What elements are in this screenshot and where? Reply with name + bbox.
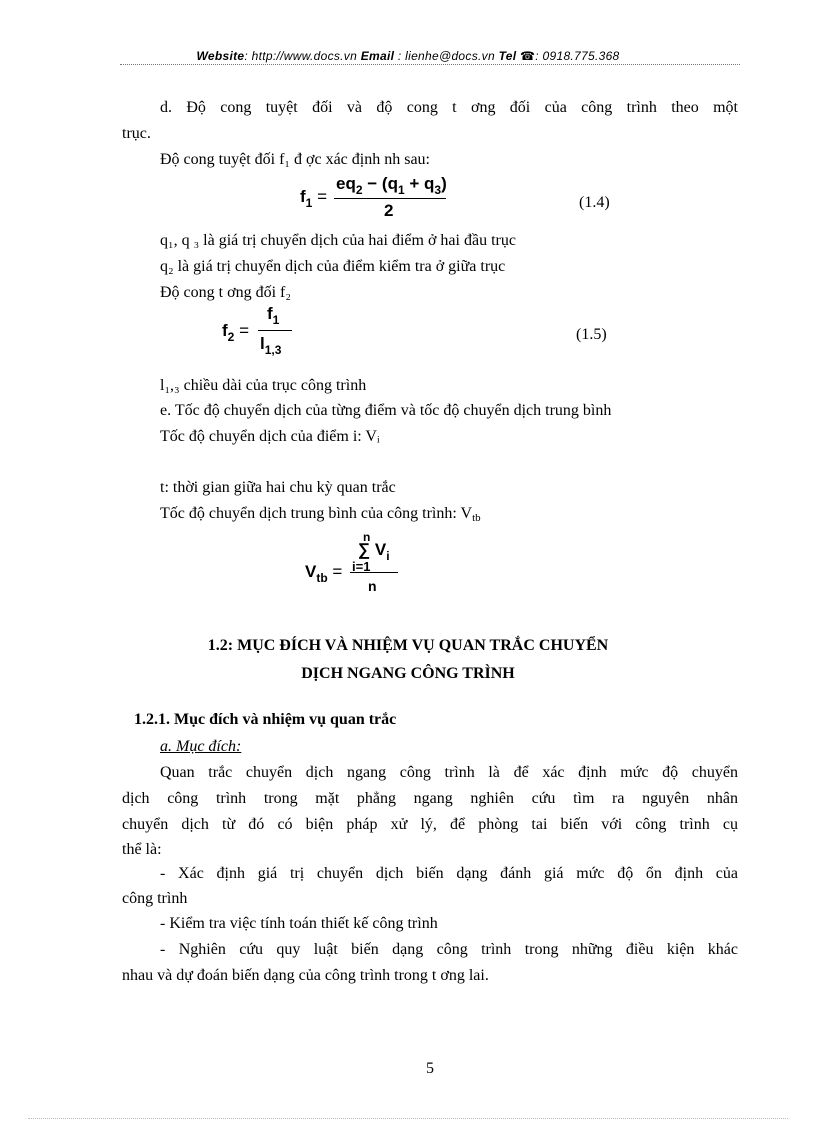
vtb-line-sub: tb xyxy=(472,512,481,524)
vtb-sum: ∑ V xyxy=(358,540,387,559)
list-item2: - Kiểm tra việc tính toán thiết kế công trình xyxy=(160,915,438,932)
page-number: 5 xyxy=(426,1060,434,1077)
q1q3-text: q₁, q ₃ là giá trị chuyển dịch của hai điểm ở hai đầu trục xyxy=(160,232,516,249)
para1-line2: dịch công trình trong mặt phẳng ngang nghiên cứu tìm ra nguyên nhân xyxy=(122,790,738,807)
vtb-fraction-bar xyxy=(350,572,398,573)
eq15-num-sub: 1 xyxy=(272,313,280,327)
eq14-num-c: + q xyxy=(404,174,435,193)
vtb-lhs-sub: tb xyxy=(316,571,328,585)
d-line1: d. Độ cong tuyệt đối và độ cong t ơng đối của công trình theo một xyxy=(160,99,738,116)
eq15-den: l xyxy=(260,334,265,353)
list-item1-line2: công trình xyxy=(122,890,188,907)
phone-icon: ☎ xyxy=(520,49,536,63)
section-title-line2: DỊCH NGANG CÔNG TRÌNH xyxy=(301,665,515,682)
eq15-num: f xyxy=(267,304,273,323)
vi-line: Tốc độ chuyển dịch của điểm i: Vᵢ xyxy=(160,428,380,445)
eq14-num-b-sub: 1 xyxy=(397,183,405,197)
section-title-line1: 1.2: MỤC ĐÍCH VÀ NHIỆM VỤ QUAN TRẮC CHUYỂN xyxy=(207,637,609,654)
vtb-line: Tốc độ chuyển dịch trung bình của công trình: V xyxy=(160,505,473,522)
eq14-num-a-sub: 2 xyxy=(355,183,363,197)
vtb-equals: = xyxy=(327,562,343,581)
website-label: Website xyxy=(196,49,245,63)
eq15-fraction-bar xyxy=(258,330,292,331)
email-label: Email xyxy=(360,49,395,63)
eq14-lhs-sub: 1 xyxy=(305,196,313,210)
eq14-lhs: f xyxy=(300,187,306,206)
list-item1-line1: - Xác định giá trị chuyển dịch biến dạng đánh giá mức độ ổn định của xyxy=(160,865,738,882)
email-value[interactable]: : lienhe@docs.vn xyxy=(394,49,499,63)
vtb-lhs: V xyxy=(305,562,317,581)
para1-line3: chuyển dịch từ đó có biện pháp xử lý, để phòng tai biến với công trình cụ xyxy=(122,816,738,833)
tel-label: Tel xyxy=(498,49,517,63)
eq15-den-sub: 1,3 xyxy=(264,343,282,357)
eq14-num-c-sub: 3 xyxy=(434,183,442,197)
vtb-sum-lower: i=1 xyxy=(352,559,371,574)
eq15-lhs-sub: 2 xyxy=(227,330,235,344)
website-url[interactable]: : http://www.docs.vn xyxy=(244,49,361,63)
eq14-den: 2 xyxy=(384,201,394,220)
rel-curvature-text: Độ cong t ơng đối f₂ xyxy=(160,284,291,301)
eq14-equals: = xyxy=(312,187,328,206)
eq15-lhs: f xyxy=(222,321,228,340)
para1-line1: Quan trắc chuyển dịch ngang công trình là để xác định mức độ chuyển xyxy=(160,764,738,781)
header-divider xyxy=(120,64,740,65)
q2-text: q₂ là giá trị chuyển dịch của điểm kiểm tra ở giữa trục xyxy=(160,258,506,275)
vtb-den: n xyxy=(368,578,377,594)
eq14-number: (1.4) xyxy=(579,194,610,211)
page-header xyxy=(0,49,816,63)
eq14-fraction-bar xyxy=(334,198,446,199)
abs-curvature-text: Độ cong tuyệt đối f₁ đ ợc xác định nh sau: xyxy=(160,151,430,168)
para1-line4: thể là: xyxy=(122,841,162,858)
eq14-num-b: − (q xyxy=(362,174,398,193)
l13-text: l₁,₃ chiều dài của trục công trình xyxy=(160,377,367,394)
t-line: t: thời gian giữa hai chu kỳ quan trắc xyxy=(160,479,396,496)
purpose-label: a. Mục đích: xyxy=(160,738,242,755)
eq14-num-a: eq xyxy=(336,174,356,193)
tel-value: : 0918.775.368 xyxy=(535,49,620,63)
e-line: e. Tốc độ chuyển dịch của từng điểm và tốc độ chuyển dịch trung bình xyxy=(160,402,612,419)
eq14-num-d: ) xyxy=(441,174,447,193)
vtb-sum-sub: i xyxy=(386,549,390,563)
eq15-number: (1.5) xyxy=(576,326,607,343)
eq15-equals: = xyxy=(234,321,250,340)
d-line2: trục. xyxy=(122,125,151,142)
list-item3-line1: - Nghiên cứu quy luật biến dạng công trình trong những điều kiện khác xyxy=(160,941,738,958)
vtb-sum-top: n xyxy=(363,530,371,544)
subsection-title: 1.2.1. Mục đích và nhiệm vụ quan trắc xyxy=(134,711,397,728)
list-item3-line2: nhau và dự đoán biến dạng của công trình trong t ơng lai. xyxy=(122,967,489,984)
footer-divider xyxy=(28,1118,788,1119)
